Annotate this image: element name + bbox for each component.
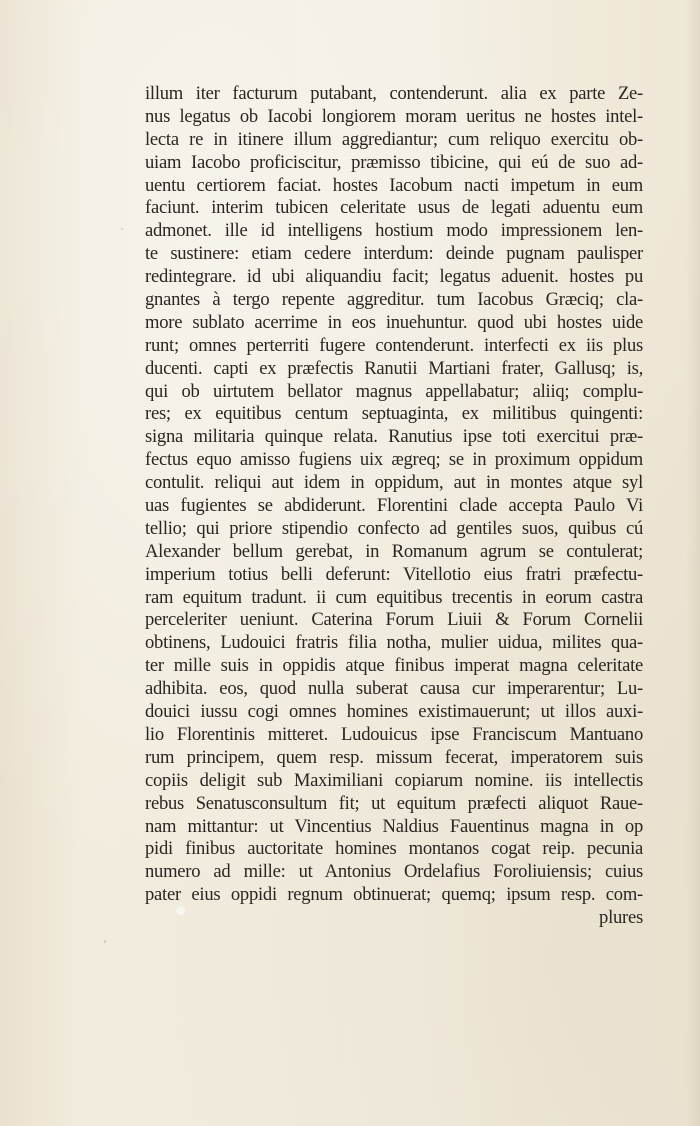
text-line: pater eius oppidi regnum obtinuerat; quemq; ipsum resp. com-: [145, 884, 643, 906]
text-line: lecta re in itinere illum aggrediantur; cum reliquo exercitu ob-: [145, 128, 643, 150]
page-edge-shadow: [686, 0, 700, 1126]
text-line: perceleriter ueniunt. Caterina Forum Liuii & Forum Cornelii: [145, 609, 643, 631]
text-line: ducenti. capti ex præfectis Ranutii Martiani frater, Gallusq; is,: [145, 357, 643, 379]
text-line: res; ex equitibus centum septuaginta, ex militibus quingenti:: [145, 403, 643, 425]
text-line: obtinens, Ludouici fratris filia notha, mulier uidua, milites qua-: [145, 632, 643, 654]
text-line: runt; omnes perterriti fugere contenderunt. interfecti ex iis plus: [145, 334, 643, 356]
text-line: Alexander bellum gerebat, in Romanum agrum se contulerat;: [145, 540, 643, 562]
text-line: uentu certiorem faciat. hostes Iacobum nacti impetum in eum: [145, 174, 643, 196]
body-text: [145, 83, 643, 930]
text-line: imperium totius belli deferunt: Vitellotio eius fratri præfectu-: [145, 563, 643, 585]
text-line: gnantes à tergo repente aggreditur. tum Iacobus Græciq; cla-: [145, 289, 643, 311]
text-line: faciunt. interim tubicen celeritate usus de legati aduentu eum: [145, 197, 643, 219]
text-line: rebus Senatusconsultum fit; ut equitum præfecti aliquot Raue-: [145, 792, 643, 814]
text-line: te sustinere: etiam cedere interdum: deinde pugnam paulisper: [145, 243, 643, 265]
text-line: ram equitum tradunt. ii cum equitibus trecentis in eorum castra: [145, 586, 643, 608]
text-line: qui ob uirtutem bellator magnus appellabatur; aliiq; complu-: [145, 380, 643, 402]
text-line: rum principem, quem resp. missum fecerat, imperatorem suis: [145, 746, 643, 768]
text-line: fectus equo amisso fugiens uix ægreq; se in proximum oppidum: [145, 449, 643, 471]
text-line: tellio; qui priore stipendio confecto ad gentiles suos, quibus cú: [145, 517, 643, 539]
text-line: contulit. reliqui aut idem in oppidum, aut in montes atque syl: [145, 472, 643, 494]
text-line: uas fugientes se abdiderunt. Florentini clade accepta Paulo Vi: [145, 495, 643, 517]
text-line: signa militaria quinque relata. Ranutius ipse toti exercitui præ-: [145, 426, 643, 448]
text-line: ter mille suis in oppidis atque finibus imperat magna celeritate: [145, 655, 643, 677]
catchword: plures: [599, 907, 643, 929]
text-line: pidi finibus auctoritate homines montanos cogat reip. pecunia: [145, 838, 643, 860]
text-line: douici iussu cogi omnes homines existimauerunt; ut illos auxi-: [145, 701, 643, 723]
text-line: redintegrare. id ubi aliquandiu facit; legatus aduenit. hostes pu: [145, 266, 643, 288]
text-line: adhibita. eos, quod nulla suberat causa cur imperarentur; Lu-: [145, 678, 643, 700]
text-line: illum iter facturum putabant, contenderunt. alia ex parte Ze-: [145, 83, 643, 104]
text-line: lio Florentinis mitteret. Ludouicus ipse Franciscum Mantuano: [145, 723, 643, 745]
paper-speck: [121, 228, 123, 230]
paper-speck: [104, 940, 106, 943]
text-line: nam mittantur: ut Vincentius Naldius Fauentinus magna in op: [145, 815, 643, 837]
text-line: nus legatus ob Iacobi longiorem moram ueritus ne hostes intel-: [145, 105, 643, 127]
text-line: admonet. ille id intelligens hostium modo impressionem len-: [145, 220, 643, 242]
text-line: numero ad mille: ut Antonius Ordelafius Foroliuiensis; cuius: [145, 861, 643, 883]
text-line: more sublato acerrime in eos inuehuntur. quod ubi hostes uide: [145, 311, 643, 333]
text-line: copiis deligit sub Maximiliani copiarum nomine. iis intellectis: [145, 769, 643, 791]
text-line: uiam Iacobo proficiscitur, præmisso tibicine, qui eú de suo ad-: [145, 151, 643, 173]
